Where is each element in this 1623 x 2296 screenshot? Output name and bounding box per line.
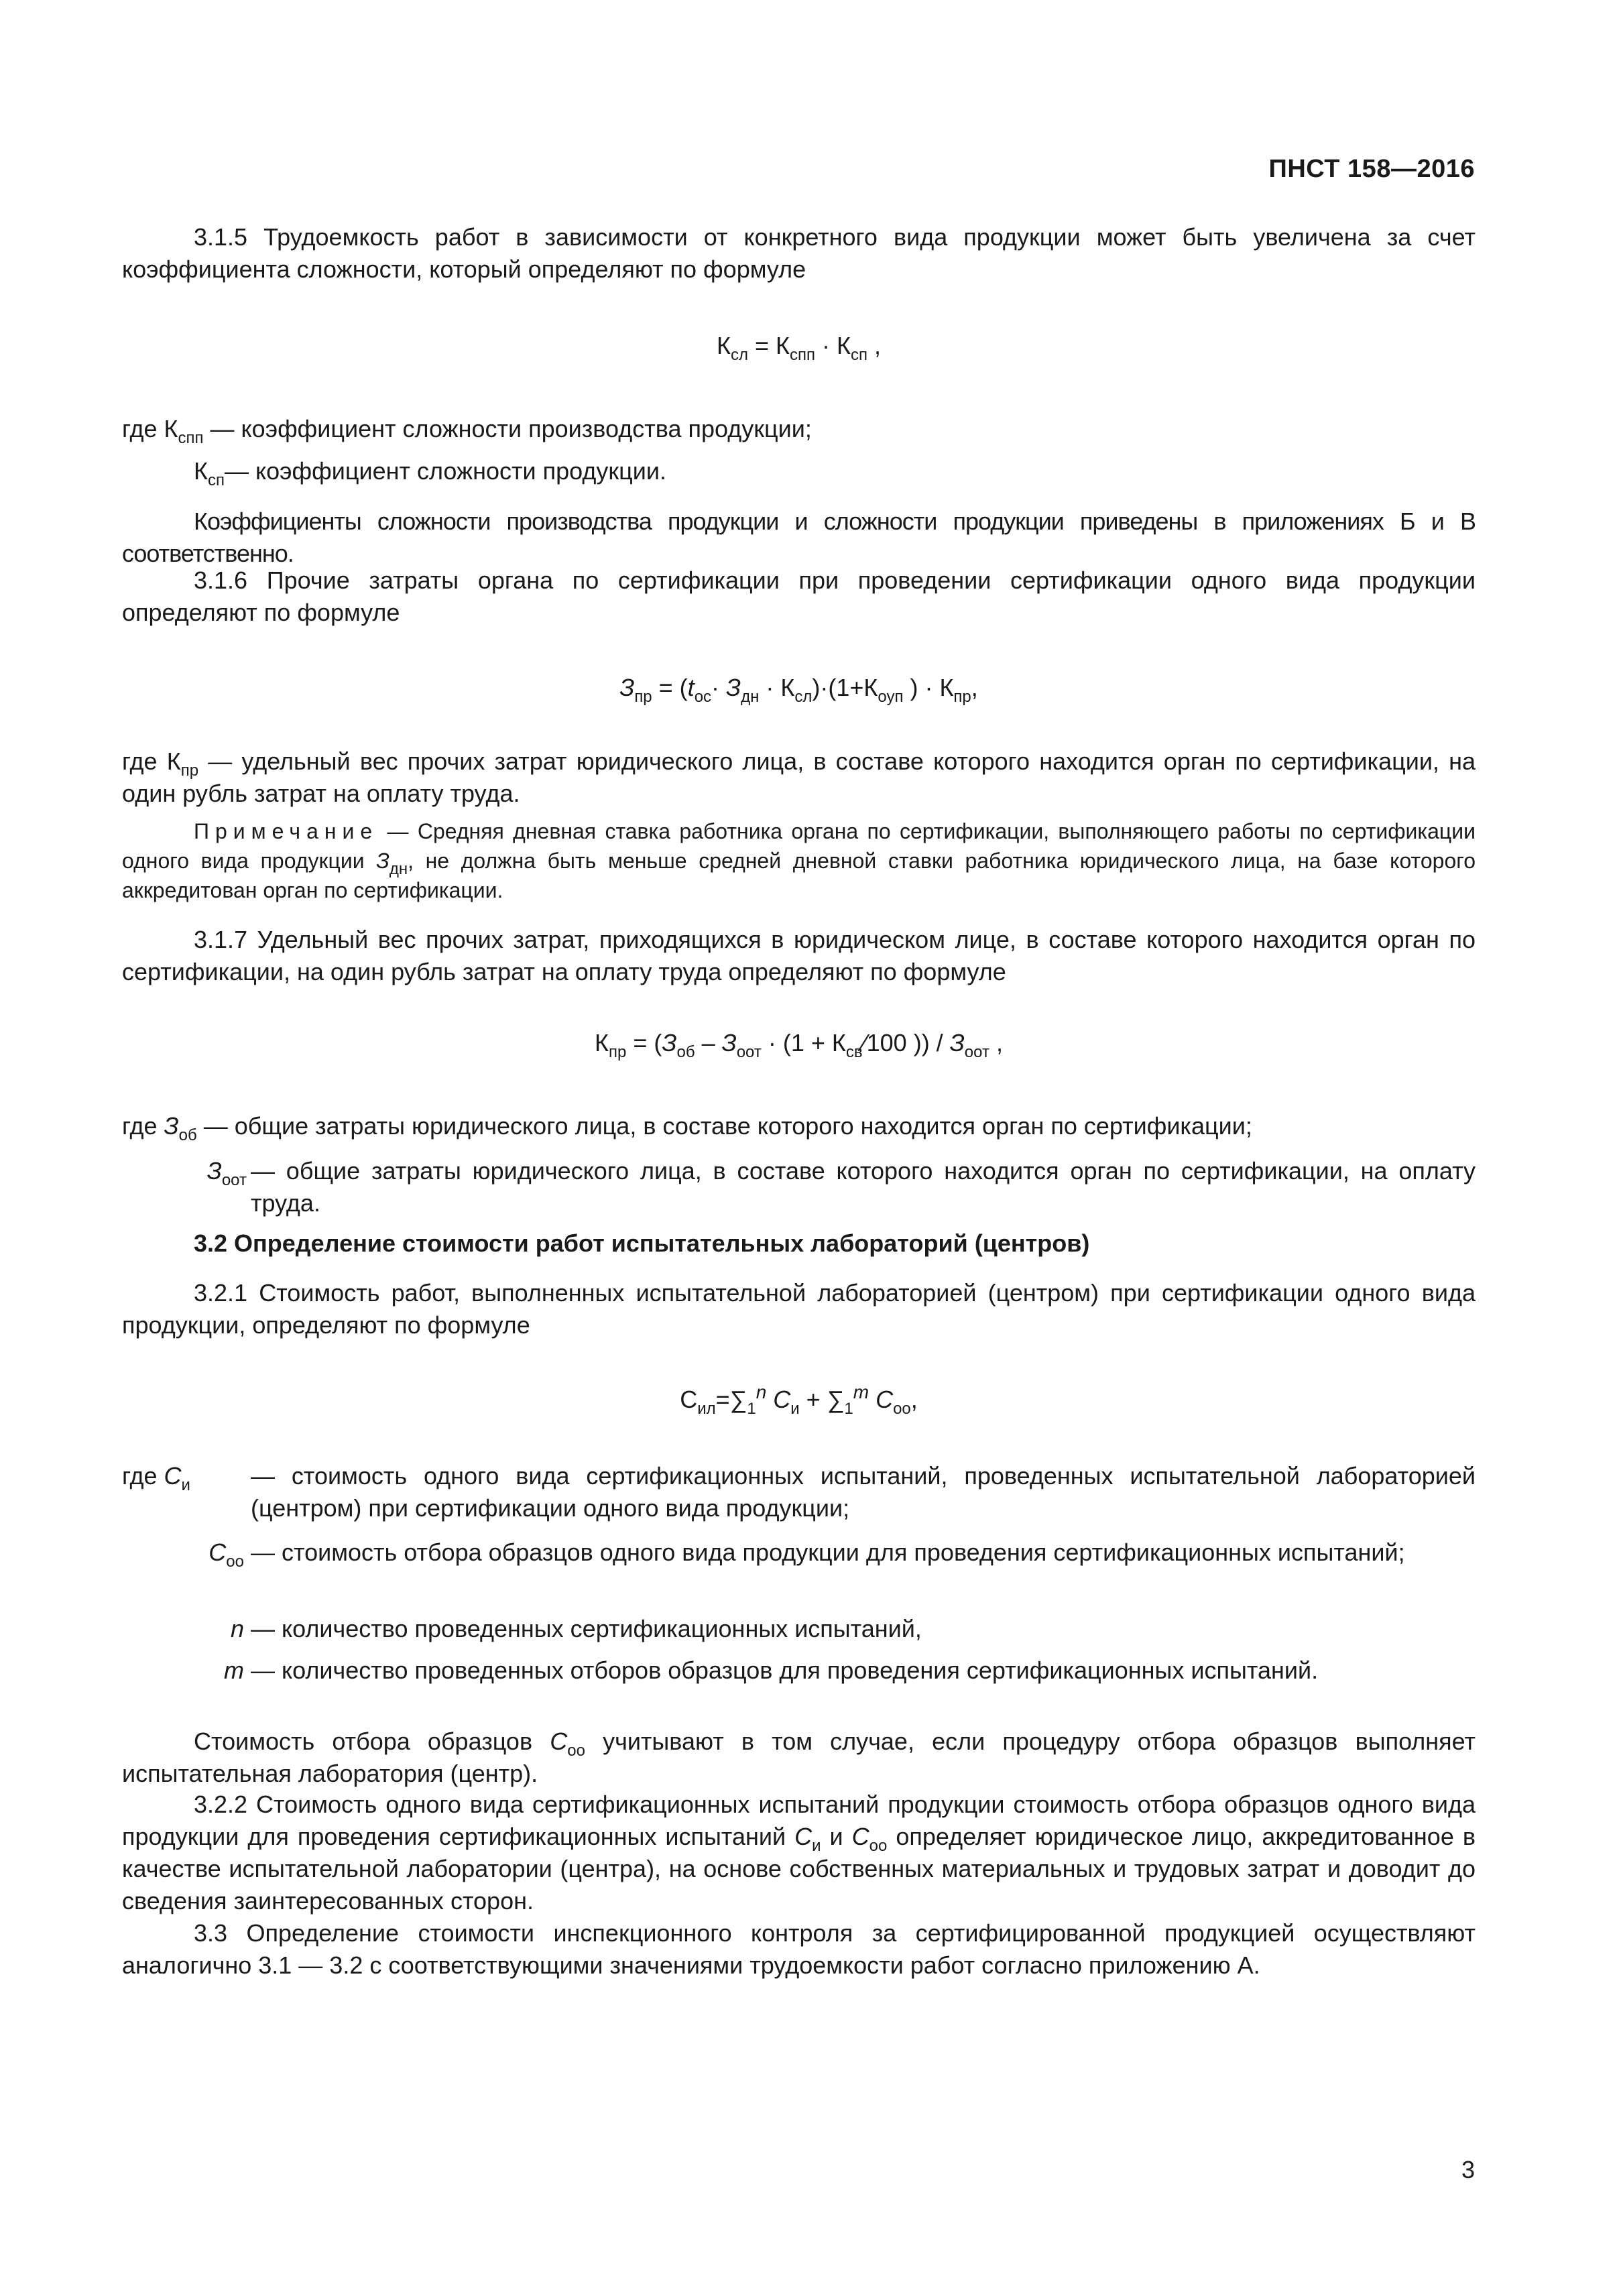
definition-c-i: где $С_и$ — стоимость одного вида сертификационных испытаний, проведенных испытательной лабораторией (центром) при сертификации одного вида продукции; [122,1462,1476,1522]
definition-z-ob: где $З_{об}$ — общие затраты юридического лица, в составе которого находится орган по сертификации; [122,1112,1252,1144]
definition-c-oo: $С_{оо}$ — стоимость отбора образцов одного вида продукции для проведения сертификационных испытаний; [208,1538,1405,1571]
section-heading-3-2: 3.2 Определение стоимости работ испытательных лабораторий (центров) [194,1229,1090,1257]
note-average-rate: Примечание — Средняя дневная ставка работника органа по сертификации, выполняющего работы по сертификации одного вида продукции $З_{дн}$, не должна быть меньше средней дневной ставки работника юридического лица, на базе которого аккредитован орган по сертификации. [122,819,1476,902]
definition-k-spp: где $К_{спп}$ — коэффициент сложности производства продукции; [122,415,812,447]
definition-m: m — количество проведенных отборов образцов для проведения сертификационных испытаний. [224,1656,1319,1684]
formula-c-il: $С_{ил}=\sum_1^n$ $С_и + \sum_1^m$ $С_{оо}$, [680,1382,918,1418]
note-coefficients: Коэффициенты сложности производства продукции и сложности продукции приведены в приложениях Б и В соответственно. [122,507,1476,567]
paragraph-3-2-2: 3.2.2 Стоимость одного вида сертификационных испытаний продукции стоимость отбора образцов одного вида продукции для проведения сертификационных испытаний $С_и$ и $С_{оо}$ определяет юридическое лицо, аккредитованное в качестве испытательной лаборатории (центра), на основе собственных материальных и трудовых затрат и доводит до сведения заинтересованных сторон. [122,1791,1476,1915]
page-number: 3 [1461,2156,1475,2183]
paragraph-3-2-1: 3.2.1 Стоимость работ, выполненных испытательной лабораторией (центром) при сертификации одного вида продукции, определяют по формуле [122,1279,1476,1339]
definition-k-pr: где $К_{пр}$ — удельный вес прочих затрат юридического лица, в составе которого находится орган по сертификации, на один рубль затрат на оплату труда. [122,747,1476,807]
formula-k-pr: $К_{пр} = (З_{об} - З_{оот} \cdot (1$ + $К_{св}⁄100$ )) / $З_{оот}$ , [595,1029,1003,1061]
paragraph-3-1-7: 3.1.7 Удельный вес прочих затрат, приходящихся в юридическом лице, в составе которого находится орган по сертификации, на один рубль затрат на оплату труда определяют по формуле [122,926,1476,985]
definition-n: n — количество проведенных сертификационных испытаний, [230,1615,922,1642]
paragraph-sampling-cost: Стоимость отбора образцов $С_{оо}$ учитывают в том случае, если процедуру отбора образцов выполняет испытательная лаборатория (центр). [122,1728,1476,1787]
paragraph-3-1-6: 3.1.6 Прочие затраты органа по сертификации при проведении сертификации одного вида продукции определяют по формуле [122,566,1476,626]
document-id: ПНСТ 158—2016 [1268,155,1475,183]
formula-z-pr: $З_{пр} = (t_{ос}\cdot З_{дн} \cdot К_{сл})\cdot(1+К_{оуп}$ ) · $К_{пр}$, [619,674,978,706]
definition-z-oot: $З_{оот}$ — общие затраты юридического лица, в составе которого находится орган по сертификации, на оплату труда. [206,1157,1476,1217]
paragraph-3-1-5: 3.1.5 Трудоемкость работ в зависимости от конкретного вида продукции может быть увеличена за счет коэффициента сложности, который определяют по формуле [122,223,1476,283]
paragraph-3-3: 3.3 Определение стоимости инспекционного контроля за сертифицированной продукцией осуществляют аналогично 3.1 — 3.2 с соответствующими значениями трудоемкости работ согласно приложению А. [122,1919,1476,1979]
formula-k-sl: $К_{сл} = К_{спп} \cdot К_{сп}$ , [717,332,881,364]
definition-k-sp: $К_{сп}—$ коэффициент сложности продукции. [194,457,666,489]
